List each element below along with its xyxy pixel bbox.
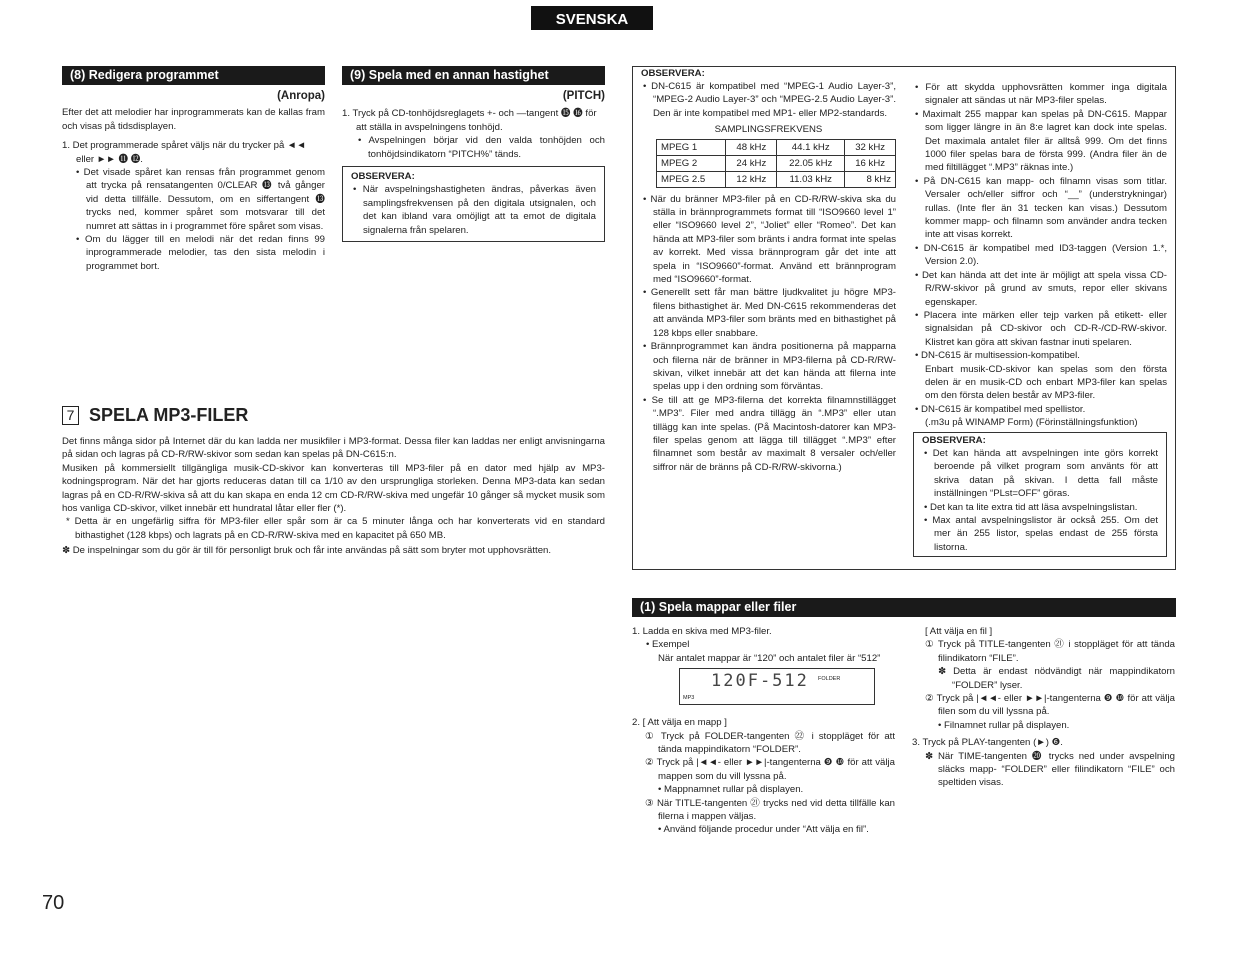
section-8 (62, 66, 325, 273)
section-1-select-file-step-2-note: • Filnamnet rullar på displayen. (938, 719, 1070, 731)
mp3-note-multisession: • DN-C615 är multisession-kompatibel. (915, 350, 1080, 362)
language-tab: SVENSKA (531, 6, 653, 30)
table-cell: 44.1 kHz (777, 139, 845, 155)
section-1-example-text: När antalet mappar är “120” och antalet filer är “512” (658, 652, 881, 664)
section-1-title: (1) Spela mappar eller filer (632, 598, 1176, 617)
sampling-table (656, 139, 896, 188)
mp3-notes-left-column (641, 68, 896, 474)
section-1-step-2c: ③ När TITLE-tangenten ㉑ trycks ned vid detta tillfälle kan filerna i mappen väljas. (645, 797, 895, 823)
section-8-step-1: 1. Det programmerade spåret väljs när du trycker på ◄◄ eller ►► ⓫ ⓬. (62, 140, 307, 165)
section-9-subtitle: (PITCH) (562, 90, 605, 102)
section-9-note-bullet: • När avspelningshastigheten ändras, påverkas även samplingsfrekvensen på den digitala utsignalen, och det kan ibland vara omöjligt att ta emot de digitala signalerna från spelaren. (353, 184, 596, 236)
mp3-note-playlists: • DN-C615 är kompatibel med spellistor. (915, 403, 1086, 415)
section-1-step-3: 3. Tryck på PLAY-tangenten (►) ❻. (912, 737, 1063, 749)
section-7-title: SPELA MP3-FILER (89, 404, 249, 425)
table-cell: 24 kHz (726, 155, 777, 171)
section-9-step-1: 1. Tryck på CD-tonhöjdsreglagets +- och —tangent ⓯ ⓰ för att ställa in avspelningens tonhöjd. (342, 108, 597, 133)
table-cell: 12 kHz (726, 171, 777, 187)
section-9 (342, 66, 605, 242)
section-1-step-2c-note: • Använd följande procedur under “Att välja en fil”. (658, 824, 869, 836)
section-1-select-file-step-2: ② Tryck på |◄◄- eller ►►|-tangenterna ❾ ❿ för att välja filen som du vill lyssna på. (925, 693, 1175, 718)
playlist-note-title: OBSERVERA: (922, 434, 986, 446)
lcd-display (679, 668, 875, 705)
section-7-paragraph-1: Det finns många sidor på Internet där du kan ladda ner musikfiler i MP3-format. Dessa filer kan laddas ner enligt anvisningarna på sidan och lagras på CD-R/RW-skivor som sedan kan spelas på DN-C615:n. (62, 436, 605, 461)
section-1-select-file-step-1: ① Tryck på TITLE-tangenten ㉑ i stoppläget för att tända filindikatorn “FILE”. (925, 639, 1175, 664)
mp3-note-dirt: • Det kan hända att det inte är möjligt att spela vissa CD-R/RW-skivor på grund av smuts, repor eller skivans egenskaper. (915, 269, 1167, 308)
lcd-main-text: 120F-512 (711, 671, 809, 692)
section-1-example-label: • Exempel (646, 639, 690, 651)
table-cell: 8 kHz (845, 171, 896, 187)
playlist-note-bullet-1: • Det kan hända att avspelningen inte görs korrekt beroende på vilket program som använts för att skriva datan på skivan. I detta fall måste inställningen “PLst=OFF” göras. (924, 447, 1158, 500)
section-1-step-2b: ② Tryck på |◄◄- eller ►►|-tangenterna ❾ ❿ för att välja mappen som du vill lyssna på. (645, 757, 895, 782)
section-8-bullet-2: • Om du lägger till en melodi när det redan finns 99 inprogrammerade melodier, tas den sista melodin i programmet bort. (76, 234, 325, 272)
table-cell: MPEG 2 (657, 155, 726, 171)
section-9-title: (9) Spela med en annan hastighet (342, 66, 605, 85)
mp3-note-max-folders: • Maximalt 255 mappar kan spelas på DN-C615. Mappar som ligger längre in än 8:e lagret kan dock inte spelas. Det maximala antalet filer är alltså 999. Om det finns 1000 filer spelas bara de första 999. (Andra filer än de med filtillägget “.MP3” räknas inte.) (915, 108, 1167, 174)
section-7-number: 7 (62, 406, 79, 425)
table-row (657, 171, 896, 187)
section-1-step-1: 1. Ladda en skiva med MP3-filer. (632, 626, 772, 637)
mp3-notes-title: OBSERVERA: (641, 68, 705, 79)
table-cell: MPEG 1 (657, 139, 726, 155)
table-row (657, 139, 896, 155)
page-number: 70 (42, 892, 65, 914)
table-cell: 22.05 kHz (777, 155, 845, 171)
mp3-note-extension: • Se till att ge MP3-filerna det korrekta filnamnstillägget “.MP3”. Filer med andra tillägg än “.MP3” eller utan tillägg kan inte spelas. (På Macintosh-datorer kan MP3-filer spelas genom att lägga till tillägget “.MP3” efter filnamnet som består av maximalt 8 versaler och/eller siffror när de bränns på CD-R/RW-skivorna.) (643, 394, 896, 473)
mp3-note-order: • Brännprogrammet kan ändra positionerna på mapparna och filerna när de bränner in MP3-filerna på CD-R/RW-skivan, vilket innebär att det kan hända att filerna inte spelas upp i den ordning som förväntas. (643, 341, 896, 393)
section-1-select-file-heading: [ Att välja en fil ] (925, 626, 993, 637)
table-cell: MPEG 2.5 (657, 171, 726, 187)
table-row (657, 155, 896, 171)
playlist-note-bullet-2: • Det kan ta lite extra tid att läsa avspelningslistan. (924, 501, 1138, 513)
section-8-title: (8) Redigera programmet (62, 66, 325, 85)
section-8-intro: Efter det att melodier har inprogrammerats kan de kallas fram och visas på tidsdisplayen. (62, 107, 325, 132)
mp3-note-multisession-detail: Enbart musik-CD-skivor kan spelas som den första delen är en musik-CD och enbart MP3-filer kan spelas om den första delen består av MP3-filer. (925, 363, 1167, 402)
section-7-footnote: * Detta är en ungefärlig siffra för MP3-filer eller spår som är ca 5 minuter långa och har konverterats vid en standard bithastighet (128 kbps) och lagrats på en CD-R/RW-skiva med en kapacitet på 650 MB. (66, 516, 605, 541)
mp3-notes-right-column (913, 81, 1167, 557)
section-9-bullet-1: • Avspelningen börjar vid den valda tonhöjden och tonhöjdsindikatorn “PITCH%” tänds. (358, 135, 605, 160)
section-1-step-2a: ① Tryck på FOLDER-tangenten ㉒ i stoppläget för att tända mappindikatorn “FOLDER”. (645, 730, 895, 756)
section-7-copyright-note: ✽ De inspelningar som du gör är till för personligt bruk och får inte användas på sätt som bryter mot upphovsrätten. (62, 545, 552, 557)
section-8-bullet-1: • Det visade spåret kan rensas från programmet genom att trycka på rensatangenten 0/CLEAR ⓭ två gånger vid detta tillfälle. Dessutom, om en siffertangent ⓭ trycks ned, kommer spåret som motsvarar till det numret att sättas in i programmet före spåret som visas. (76, 167, 325, 232)
table-cell: 16 kHz (845, 155, 896, 171)
mp3-note-mpeg-compat: • DN-C615 är kompatibel med “MPEG-1 Audio Layer-3”, “MPEG-2 Audio Layer-3” och “MPEG-2.5 Audio Layer-3”. Den är inte kompatibel med MP1- eller MP2-standards. (643, 81, 896, 119)
section-1-left-column (632, 625, 895, 837)
section-1-right-column (912, 625, 1175, 790)
lcd-mp3-indicator: MP3 (683, 695, 695, 702)
playlist-note-box (913, 432, 1167, 558)
section-9-note-box (342, 166, 605, 242)
section-7-paragraph-2: Musiken på kommersiellt tillgängliga musik-CD-skivor kan konverteras till MP3-filer på en dator med hjälp av MP3-kodningsprogram. När det har gjorts reduceras datan till ca 1/10 av den ursprungliga storleken. Denna MP3-data kan sedan lagras på en CD-R/RW-skiva så att du kan skapa en enda 12 cm CD-R/RW-skiva med ungefär 10 gånger så mycket musik som hos vanliga CD-skivor, vilket innebär ett hundratal låtar eller fler (*). (62, 462, 605, 515)
sampling-table-caption: SAMPLINGSFREKVENS (714, 124, 823, 136)
section-1-step-2b-note: • Mappnamnet rullar på displayen. (658, 784, 804, 796)
mp3-note-titles: • På DN-C615 kan mapp- och filnamn visas som titlar. Versaler och/eller siffror och “__” (understrykningar) rullas. (Inte fler än 31 tecken kan visas.) Dessutom kommer mapp- och filnamn som använder andra tecken inte att visas korrekt. (915, 175, 1167, 241)
table-cell: 32 kHz (845, 139, 896, 155)
section-7-heading (62, 406, 605, 428)
mp3-note-id3: • DN-C615 är kompatibel med ID3-taggen (Version 1.*, Version 2.0). (915, 242, 1167, 268)
section-8-subtitle: (Anropa) (277, 90, 325, 102)
mp3-note-labels: • Placera inte märken eller tejp varken på etikett- eller signalsidan på CD-skivor och CD-R-/CD-RW-skivor. Klistret kan göra att skivan fastnar inuti spelaren. (915, 309, 1167, 348)
playlist-note-bullet-3: • Max antal avspelningslistor är också 255. Om det mer än 255 listor, spelas endast de 255 första listorna. (924, 515, 1158, 553)
mp3-note-bitrate: • Generellt sett får man bättre ljudkvalitet ju högre MP3-filens bithastighet är. Med DN-C615 rekommenderas det att använda MP3-filer som bränts med en bithastighet på 128 kbps eller snabbare. (643, 287, 896, 339)
section-1-step-3-note: ✽ När TIME-tangenten ⓴ trycks ned under avspelning släcks mapp- “FOLDER” eller filindikatorn “FILE” och speltiden visas. (925, 750, 1175, 789)
section-9-note-title: OBSERVERA: (351, 171, 415, 183)
lcd-folder-indicator: FOLDER (818, 676, 841, 683)
section-1-step-2: 2. [ Att välja en mapp ] (632, 717, 727, 729)
section-7 (62, 406, 605, 558)
mp3-note-playlists-detail: (.m3u på WINAMP Form) (Förinställningsfunktion) (925, 417, 1138, 429)
table-cell: 11.03 kHz (777, 171, 845, 187)
section-1-select-file-note: ✽ Detta är endast nödvändigt när mappindikatorn “FOLDER” lyser. (938, 666, 1175, 691)
mp3-note-copyright: • För att skydda upphovsrätten kommer inga digitala signaler att sändas ut när MP3-filer spelas. (915, 82, 1167, 107)
mp3-notes-box (632, 66, 1176, 570)
table-cell: 48 kHz (726, 139, 777, 155)
mp3-note-iso9660: • När du bränner MP3-filer på en CD-R/RW-skiva ska du ställa in brännprogrammets format till “ISO9660 level 1” eller “ISO9660 level 2”, “Joliet” eller “Romeo”. Det kan hända att MP3-filer som bränts i andra format inte spelas av korrekt. Med vissa brännprogram går det inte att spela in “ISO9660”-format. Använd ett brännprogram med “ISO9660”-format. (643, 193, 896, 286)
